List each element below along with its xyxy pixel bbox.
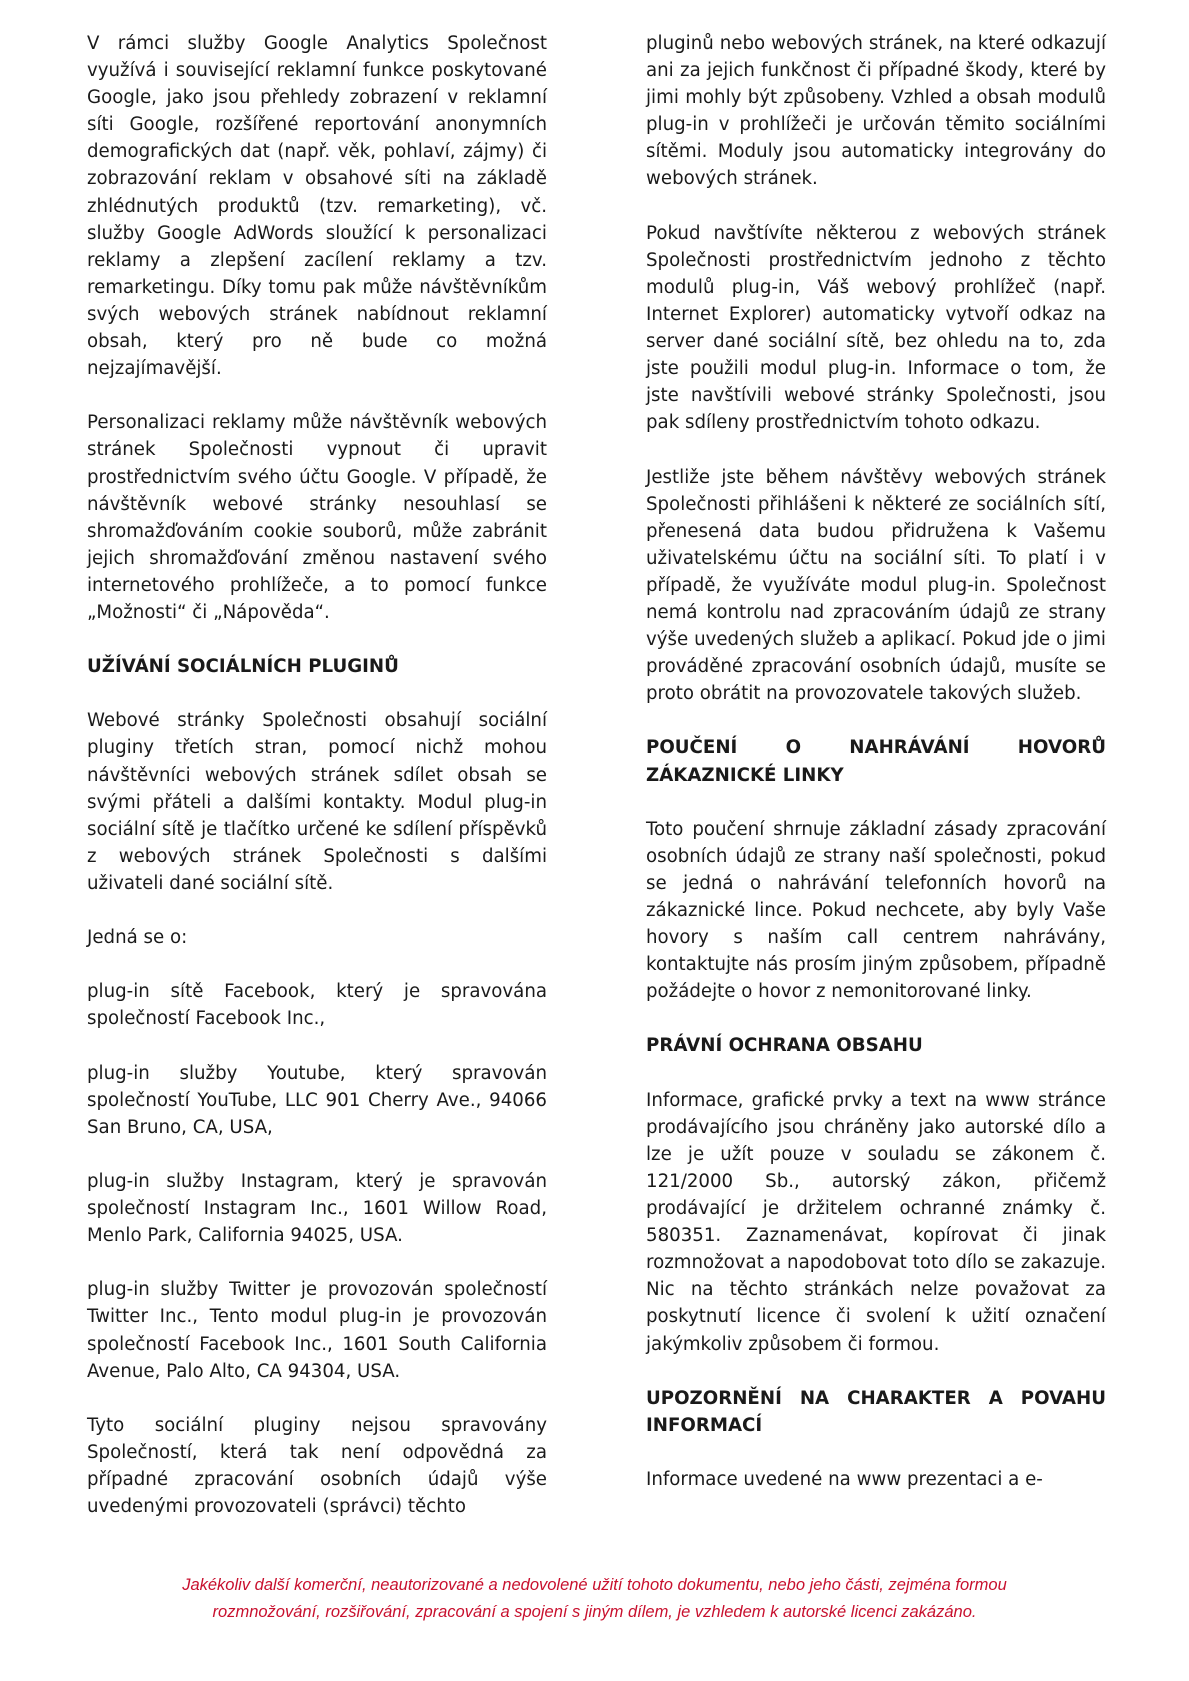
paragraph-plugins-continued: pluginů nebo webových stránek, na které odkazují ani za jejich funkčnost či případné škody, které by jimi mohly být způsobeny. Vzhled a obsah modulů plug-in v prohlížeči je určován těmito sociálními sítěmi. Moduly jsou automaticky integrovány do webových stránek. [646, 33, 1106, 190]
paragraph-instagram-plugin: plug-in služby Instagram, který je spravován společností Instagram Inc., 1601 Willow Road, Menlo Park, California 94025, USA. [87, 1170, 547, 1247]
heading-legal-protection: PRÁVNÍ OCHRANA OBSAHU [646, 1035, 923, 1057]
paragraph-twitter-plugin: plug-in služby Twitter je provozován společností Twitter Inc., Tento modul plug-in je provozován společností Facebook Inc., 1601 South California Avenue, Palo Alto, CA 94304, USA. [87, 1279, 547, 1382]
paragraph-personalization: Personalizaci reklamy může návštěvník webových stránek Společnosti vypnout či upravit prostřednictvím svého účtu Google. V případě, že návštěvník webové stránky nesouhlasí se shromažďováním cookie souborů, může zabránit jejich shromažďování změnou nastavení svého internetového prohlížeče, a to pomocí funkce „Možnosti“ či „Nápověda“. [87, 412, 547, 623]
footer-line-2: rozmnožování, rozšiřování, zpracování a spojení s jiným dílem, je vzhledem k autorské licenci zakázáno. [212, 1603, 977, 1621]
paragraph-list-intro: Jedná se o: [87, 927, 188, 949]
paragraph-youtube-plugin: plug-in služby Youtube, který spravován společností YouTube, LLC 901 Cherry Ave., 94066 San Bruno, CA, USA, [87, 1062, 547, 1138]
heading-social-plugins: UŽÍVÁNÍ SOCIÁLNÍCH PLUGINŮ [87, 656, 399, 678]
copyright-footer [60, 1572, 1129, 1626]
heading-information-notice: UPOZORNĚNÍ NA CHARAKTER A POVAHU INFORMACÍ [646, 1387, 1106, 1436]
paragraph-social-plugins: Webové stránky Společnosti obsahují sociální pluginy třetích stran, pomocí nichž mohou návštěvníci webových stránek sdílet obsah se svými přáteli a dalšími kontakty. Modul plug-in sociální sítě je tlačítko určené ke sdílení příspěvků z webových stránek Společnosti s dalšími uživateli dané sociální sítě. [87, 710, 547, 894]
right-column [646, 30, 1106, 1493]
paragraph-google-analytics: V rámci služby Google Analytics Společnost využívá i související reklamní funkce poskytované Google, jako jsou přehledy zobrazení v reklamní síti Google, rozšířené reportování anonymních demografických dat (např. věk, pohlaví, zájmy) či zobrazování reklam v obsahové síti na základě zhlédnutých produktů (tzv. remarketing), vč. služby Google AdWords sloužící k personalizaci reklamy a zlepšení zacílení reklamy a tzv. remarketingu. Díky tomu pak může návštěvníkům svých webových stránek nabídnout reklamní obsah, který pro ně bude co možná nejzajímavější. [87, 33, 547, 380]
paragraph-legal-protection: Informace, grafické prvky a text na www stránce prodávajícího jsou chráněny jako autorské dílo a lze je užít pouze v souladu se zákonem č. 121/2000 Sb., autorský zákon, přičemž prodávající je držitelem ochranné známky č. 580351. Zaznamenávat, kopírovat či jinak rozmnožovat a napodobovat toto dílo se zakazuje. Nic na těchto stránkách nelze považovat za poskytnutí licence či svolení k užití označení jakýmkoliv způsobem či formou. [646, 1089, 1106, 1355]
paragraph-call-recording: Toto poučení shrnuje základní zásady zpracování osobních údajů ze strany naší společnosti, pokud se jedná o nahrávání telefonních hovorů na zákaznické lince. Pokud nechcete, aby byly Vaše hovory s naším call centrem nahrávány, kontaktujte nás prosím jiným způsobem, případně požádejte o hovor z nemonitorované linky. [646, 818, 1106, 1003]
left-column [87, 30, 547, 1520]
paragraph-plugins-disclaimer: Tyto sociální pluginy nejsou spravovány Společností, která tak není odpovědná za případné zpracování osobních údajů výše uvedenými provozovateli (správci) těchto [87, 1414, 547, 1518]
paragraph-logged-in: Jestliže jste během návštěvy webových stránek Společnosti přihlášeni k některé ze sociálních sítí, přenesená data budou přidružena k Vašemu uživatelskému účtu na sociální síti. To platí i v případě, že využíváte modul plug-in. Společnost nemá kontrolu nad zpracováním údajů ze strany výše uvedených služeb a aplikací. Pokud jde o jimi prováděné zpracování osobních údajů, musíte se proto obrátit na provozovatele takových služeb. [646, 466, 1106, 705]
paragraph-information-notice: Informace uvedené na www prezentaci a e- [646, 1468, 1043, 1490]
footer-line-1: Jakékoliv další komerční, neautorizované a nedovolené užití tohoto dokumentu, nebo jeho části, zejména formou [182, 1576, 1007, 1594]
heading-call-recording: POUČENÍ O NAHRÁVÁNÍ HOVORŮ ZÁKAZNICKÉ LINKY [646, 737, 1106, 786]
paragraph-facebook-plugin: plug-in sítě Facebook, který je spravována společností Facebook Inc., [87, 981, 547, 1030]
paragraph-plugin-visit: Pokud navštívíte některou z webových stránek Společnosti prostřednictvím jednoho z těchto modulů plug-in, Váš webový prohlížeč (např. Internet Explorer) automaticky vytvoří odkaz na server dané sociální sítě, bez ohledu na to, zda jste použili modul plug-in. Informace o tom, že jste navštívili webové stránky Společnosti, jsou pak sdíleny prostřednictvím tohoto odkazu. [646, 222, 1106, 434]
